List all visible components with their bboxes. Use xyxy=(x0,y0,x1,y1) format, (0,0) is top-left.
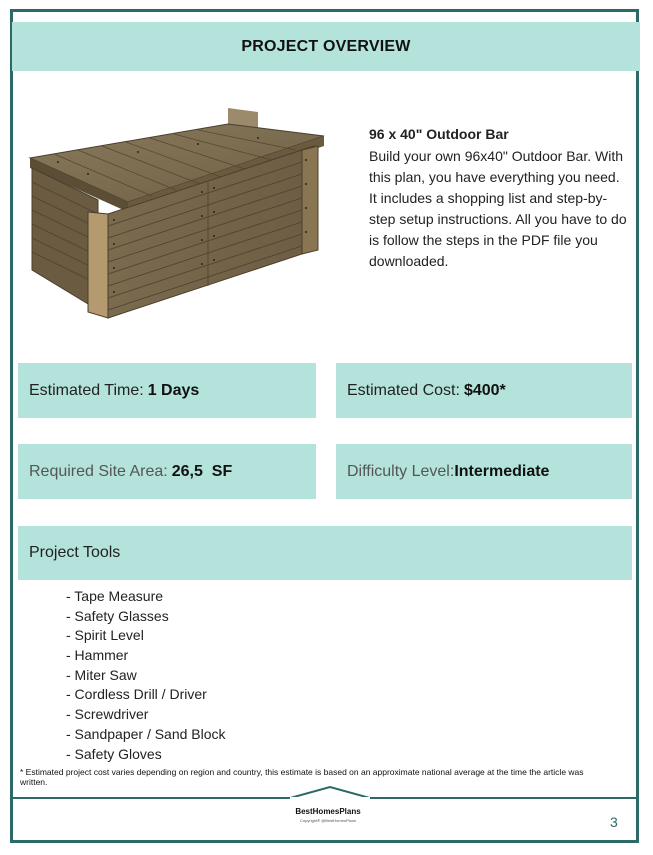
page-header xyxy=(12,22,640,71)
site-area-label: Required Site Area: xyxy=(29,462,168,480)
estimated-time-value: 1 Days xyxy=(147,381,200,399)
tool-item: - Sandpaper / Sand Block xyxy=(66,725,226,742)
project-tools-heading: Project Tools xyxy=(29,544,121,561)
difficulty-value: Intermediate xyxy=(454,462,550,480)
difficulty-box xyxy=(336,444,632,499)
tool-item: - Spirit Level xyxy=(66,627,144,644)
tool-item: - Safety Glasses xyxy=(66,607,169,624)
tool-item: - Safety Gloves xyxy=(66,745,162,762)
project-tools-header xyxy=(18,526,632,580)
estimated-cost-label: Estimated Cost: xyxy=(347,381,460,399)
tool-item: - Hammer xyxy=(66,647,129,664)
product-title: 96 x 40" Outdoor Bar xyxy=(369,126,509,142)
brand-logo-text: BestHomesPlans xyxy=(295,807,361,816)
page-title: PROJECT OVERVIEW xyxy=(241,37,411,55)
difficulty-label: Difficulty Level: xyxy=(347,462,455,480)
site-area-value: 26,5 SF xyxy=(171,462,233,480)
outdoor-bar-illustration xyxy=(18,100,328,330)
footer-notch-decoration xyxy=(290,786,370,800)
estimated-cost-box xyxy=(336,363,632,418)
estimated-time-label: Estimated Time: xyxy=(29,381,144,399)
tools-list xyxy=(66,587,226,764)
product-description: Build your own 96x40" Outdoor Bar. With this plan, you have everything you need. It includes a shopping list and step-by-step setup instructions. All you have to do is follow the steps in the PDF file you downloaded. xyxy=(369,148,627,269)
estimated-cost-value: $400* xyxy=(463,381,506,399)
tool-item: - Cordless Drill / Driver xyxy=(66,686,207,703)
product-intro xyxy=(369,126,631,272)
site-area-box xyxy=(18,444,316,499)
tool-item: - Miter Saw xyxy=(66,666,137,683)
tool-item: - Screwdriver xyxy=(66,706,149,723)
estimated-time-box xyxy=(18,363,316,418)
cost-footnote: * Estimated project cost varies depending on region and country, this estimate is based on an approximate national average at the time the article was written. xyxy=(20,767,584,787)
tool-item: - Tape Measure xyxy=(66,588,164,604)
page-number: 3 xyxy=(610,814,618,830)
copyright-text: Copyright® @BestHomesPlans xyxy=(300,818,356,823)
